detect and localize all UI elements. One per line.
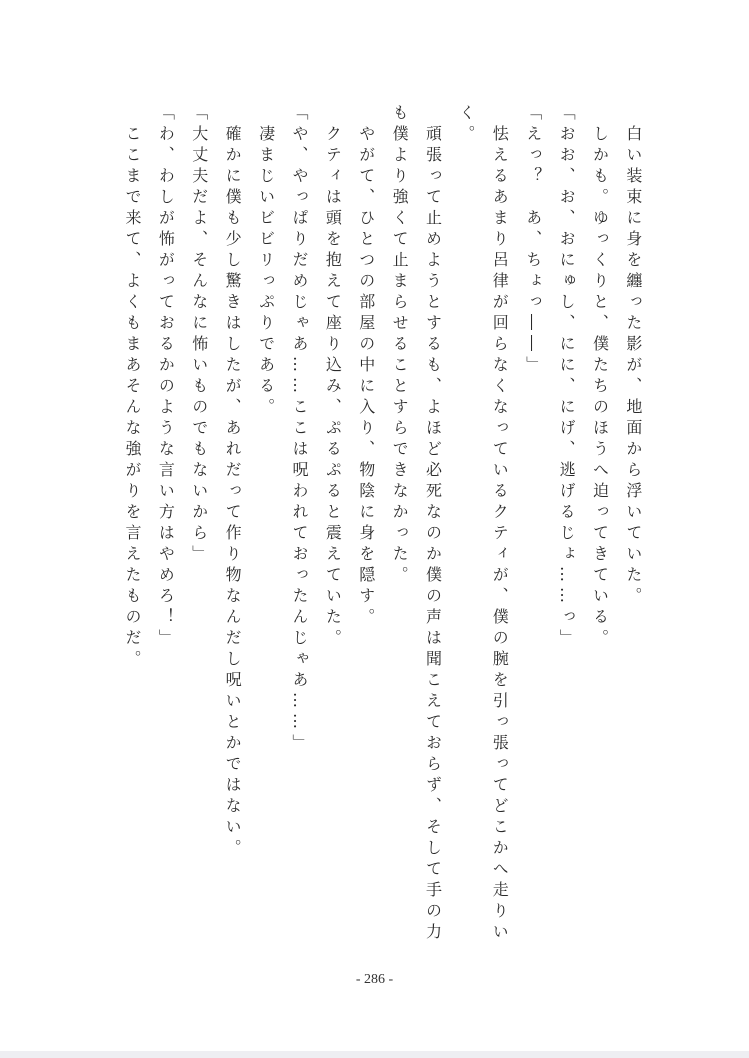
text-line: 「おお、お、おにゅし、にに、にげ、逃げるじょ……っ」 — [557, 104, 577, 650]
text-line: 「や、やっぱりだめじゃあ……ここは呪われておったんじゃあ……」 — [289, 104, 309, 755]
text-line: く。 — [456, 104, 476, 146]
text-line: 怯えるあまり呂律が回らなくなっているクティが、僕の腕を引っ張ってどこかへ走りい — [490, 125, 510, 944]
text-line: 凄まじいビビリっぷりである。 — [256, 125, 276, 419]
text-line: 頑張って止めようとするも、よほど必死なのか僕の声は聞こえておらず、そして手の力 — [423, 125, 443, 944]
viewer-bottom-edge — [0, 1051, 749, 1058]
text-line: ここまで来て、よくもまあそんな強がりを言えたものだ。 — [123, 125, 142, 671]
vertical-text-body — [116, 104, 650, 964]
text-line: 確かに僕も少し驚きはしたが、あれだって作り物なんだし呪いとかではない。 — [223, 125, 243, 860]
text-line: やがて、ひとつの部屋の中に入り、物陰に身を隠す。 — [356, 125, 376, 629]
text-line: しかも。ゆっくりと、僕たちのほうへ迫ってきている。 — [590, 125, 610, 650]
text-line: 「えっ？ あ、ちょっ――」 — [523, 104, 543, 377]
text-line: 「わ、わしが怖がっておるかのような言い方はやめろ！」 — [156, 104, 176, 650]
text-line: 白い装束に身を纏った影が、地面から浮いていた。 — [623, 125, 643, 608]
text-line: 「大丈夫だよ、そんなに怖いものでもないから」 — [189, 104, 209, 566]
text-line: も僕より強くて止まらせることすらできなかった。 — [390, 104, 410, 587]
page-number: - 286 - — [355, 972, 394, 987]
text-line: クティは頭を抱えて座り込み、ぷるぷると震えていた。 — [323, 125, 343, 650]
